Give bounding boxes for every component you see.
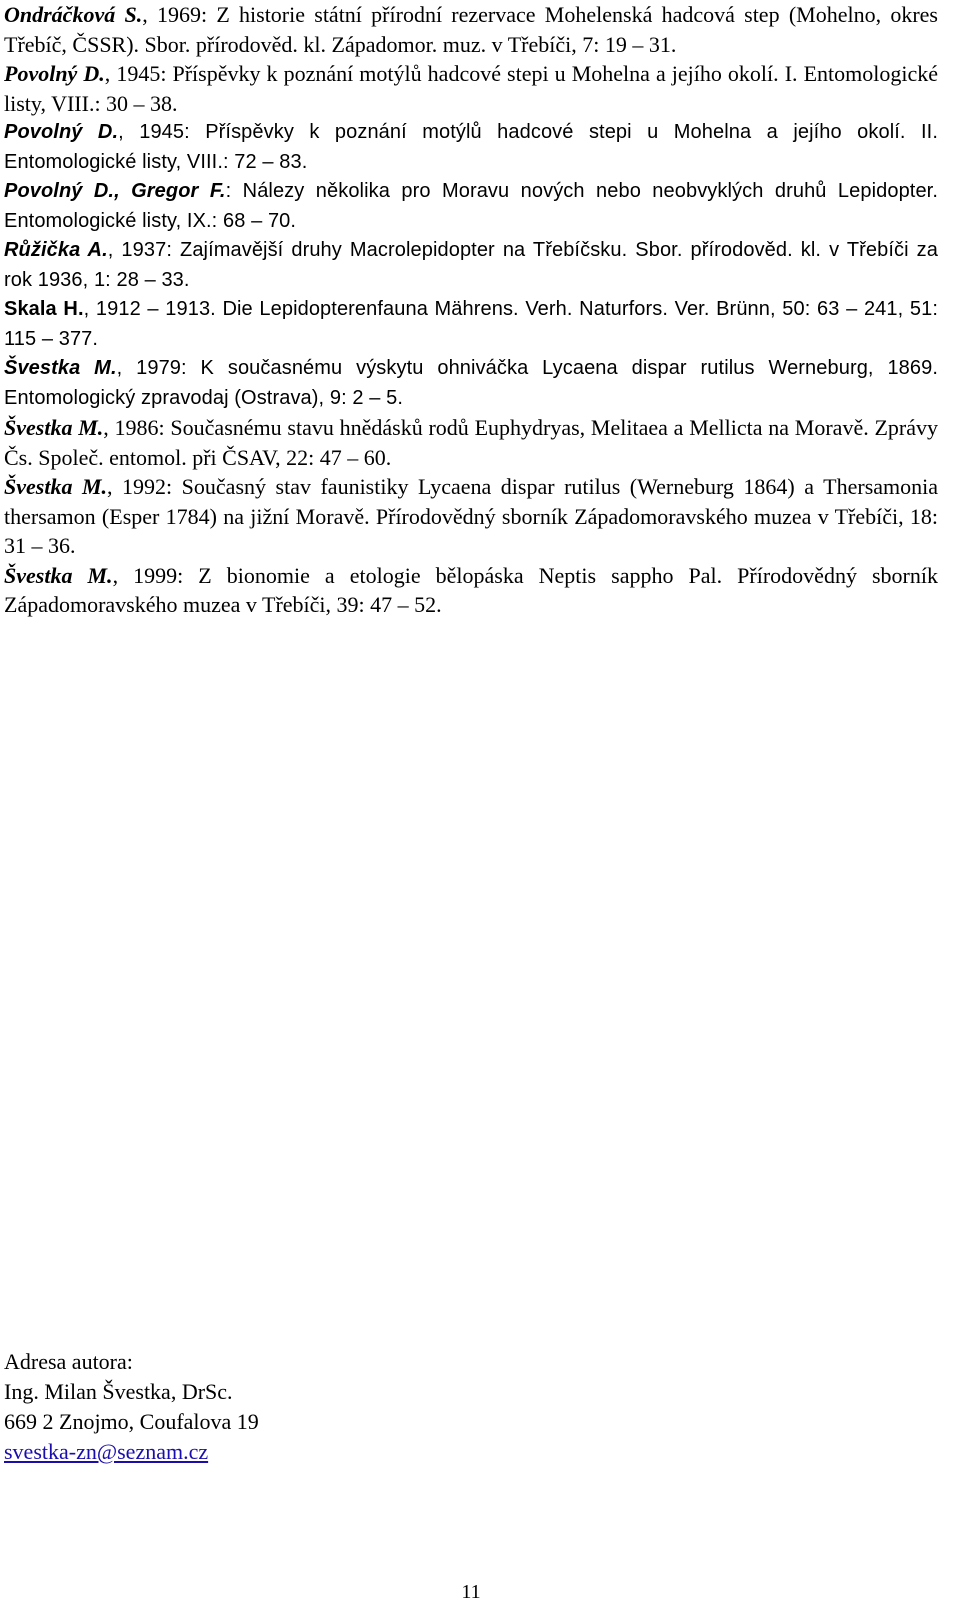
reference-item bbox=[4, 59, 938, 118]
reference-author: Ondráčková S. bbox=[4, 2, 143, 27]
reference-item bbox=[4, 413, 938, 472]
reference-author: Růžička A. bbox=[4, 239, 108, 261]
reference-text: , 1992: Současný stav faunistiky Lycaena dispar rutilus (Werneburg 1864) a Thersamonia thersamon (Esper 1784) na jižní Moravě. Přírodovědný sborník Západomoravského muzea v Třebíči, 18: 31 – 36. bbox=[4, 474, 939, 558]
reference-text: , 1912 – 1913. Die Lepidopterenfauna Mährens. Verh. Naturfors. Ver. Brünn, 50: 63 – 241, 51: 115 – 377. bbox=[4, 298, 939, 350]
reference-text: , 1999: Z bionomie a etologie bělopáska Neptis sappho Pal. Přírodovědný sborník Západomoravského muzea v Třebíči, 39: 47 – 52. bbox=[4, 562, 938, 617]
reference-text: , 1979: K současnému výskytu ohniváčka Lycaena dispar rutilus Werneburg, 1869. Entomologický zpravodaj (Ostrava), 9: 2 – 5. bbox=[4, 357, 939, 409]
reference-item bbox=[4, 354, 938, 413]
reference-item bbox=[4, 118, 938, 177]
reference-author: Povolný D., Gregor F. bbox=[4, 180, 226, 202]
reference-author: Švestka M. bbox=[4, 357, 117, 379]
reference-author: Povolný D. bbox=[4, 61, 105, 86]
reference-author: Švestka M. bbox=[4, 562, 113, 588]
reference-author: Švestka M. bbox=[4, 415, 104, 440]
author-street: 669 2 Znojmo, Coufalova 19 bbox=[4, 1409, 259, 1434]
reference-author: Povolný D. bbox=[4, 121, 119, 143]
reference-text: , 1937: Zajímavější druhy Macrolepidopter na Třebíčsku. Sbor. přírodověd. kl. v Třebíči za rok 1936, 1: 28 – 33. bbox=[4, 239, 939, 291]
reference-item bbox=[4, 236, 938, 295]
author-email-link[interactable]: svestka-zn@seznam.cz bbox=[4, 1439, 209, 1464]
reference-text: , 1945: Příspěvky k poznání motýlů hadcové stepi u Mohelna a jejího okolí. I. Entomologické listy, VIII.: 30 – 38. bbox=[4, 61, 938, 116]
reference-author: Švestka M. bbox=[4, 474, 108, 499]
reference-text: , 1969: Z historie státní přírodní rezervace Mohelenská hadcová step (Mohelno, okres Třebíč, ČSSR). Sbor. přírodověd. kl. Západomor. muz. v Třebíči, 7: 19 – 31. bbox=[4, 2, 938, 57]
reference-item bbox=[4, 295, 938, 354]
author-name: Ing. Milan Švestka, DrSc. bbox=[4, 1379, 233, 1404]
reference-item bbox=[4, 177, 938, 236]
reference-item bbox=[4, 561, 938, 620]
reference-text: , 1945: Příspěvky k poznání motýlů hadcové stepi u Mohelna a jejího okolí. II. Entomologické listy, VIII.: 72 – 83. bbox=[4, 121, 938, 173]
reference-text: : Nálezy několika pro Moravu nových nebo neobvyklých druhů Lepidopter. Entomologické listy, IX.: 68 – 70. bbox=[4, 180, 938, 232]
reference-list bbox=[4, 0, 938, 620]
page-number: 11 bbox=[461, 1581, 481, 1603]
reference-author: Skala H. bbox=[4, 298, 84, 320]
reference-text: , 1986: Současnému stavu hnědásků rodů Euphydryas, Melitaea a Mellicta na Moravě. Zprávy Čs. Společ. entomol. při ČSAV, 22: 47 – 60. bbox=[4, 415, 939, 470]
reference-item bbox=[4, 472, 938, 561]
author-address bbox=[4, 1347, 504, 1467]
address-heading: Adresa autora: bbox=[4, 1349, 133, 1374]
reference-item bbox=[4, 0, 938, 59]
document-page bbox=[4, 0, 938, 1602]
